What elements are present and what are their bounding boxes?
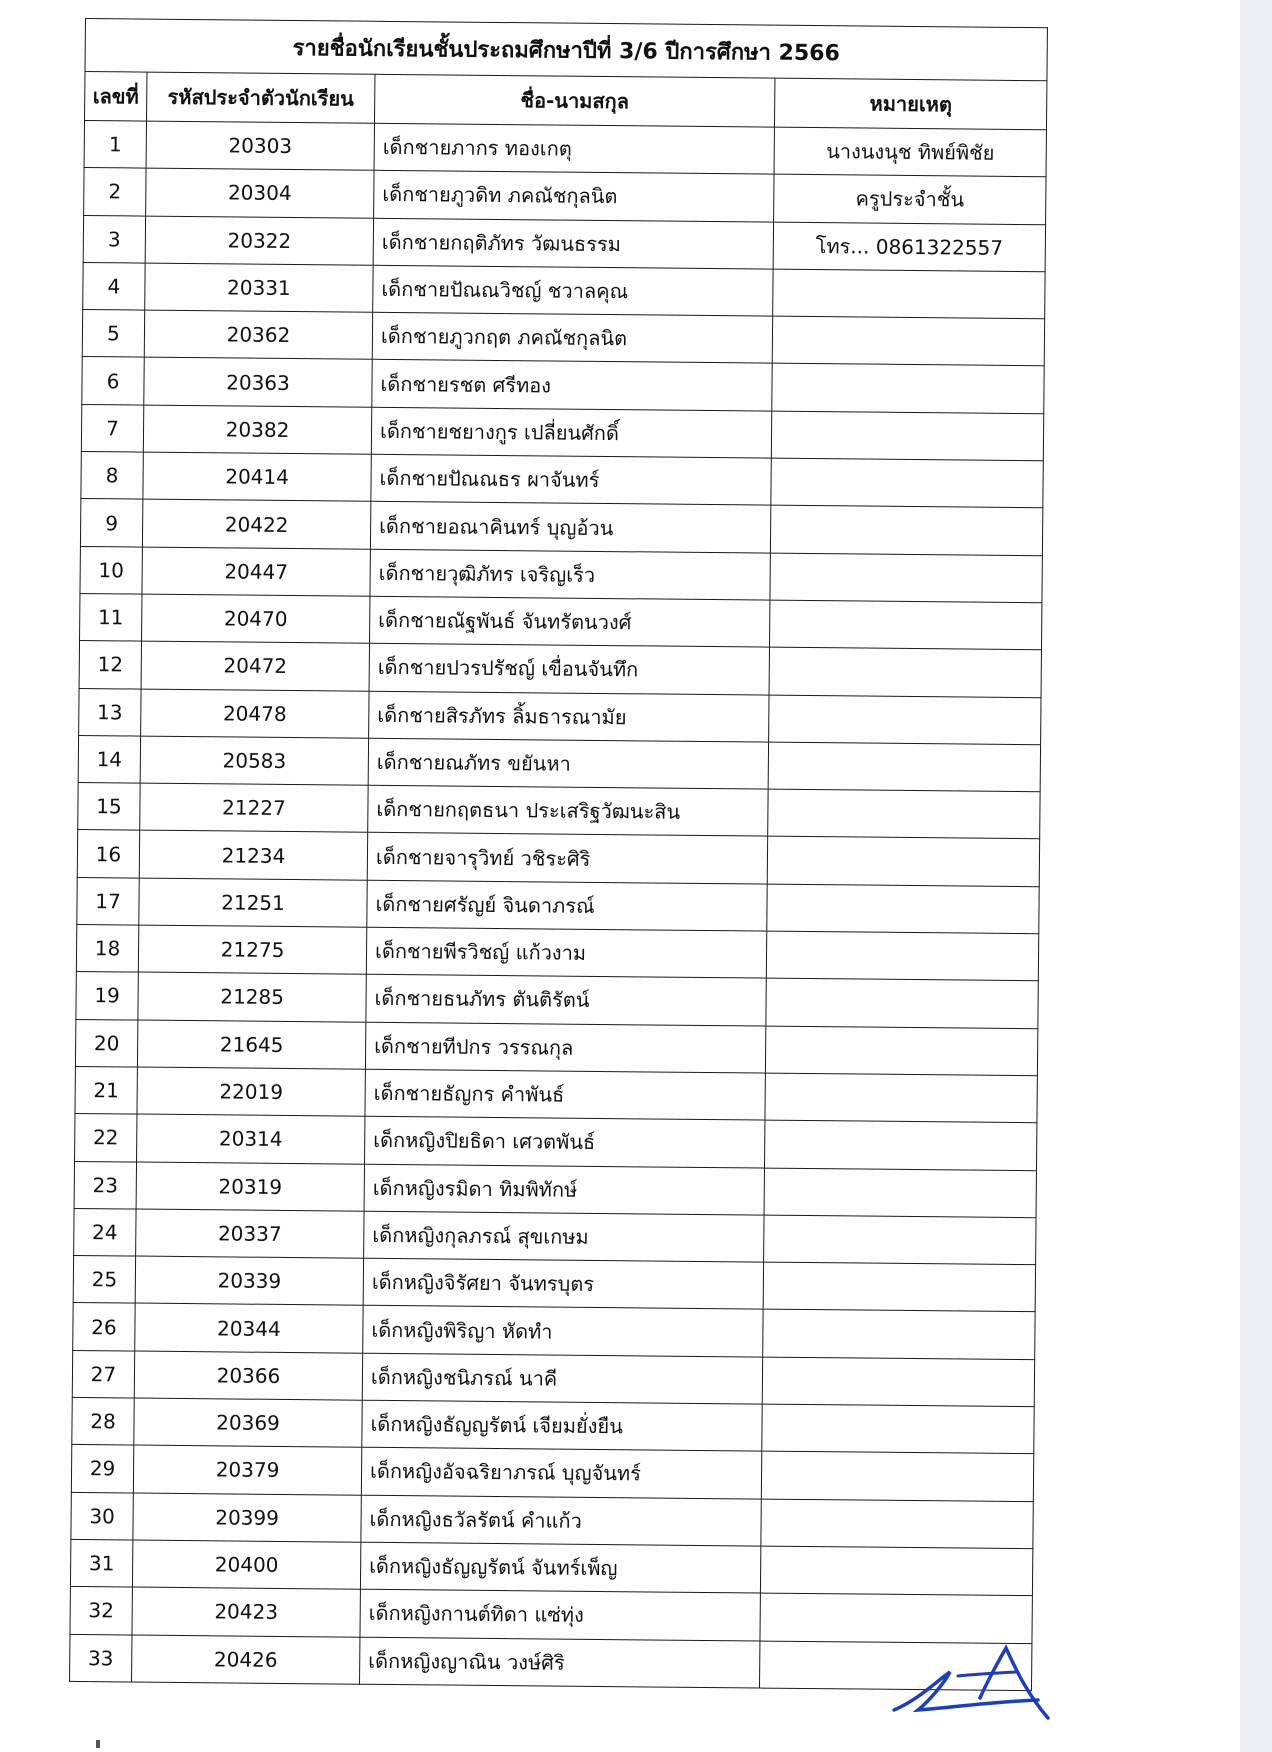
cell-name: เด็กชายปัณณธร ผาจันทร์: [371, 454, 771, 505]
cell-student-id: 20470: [142, 594, 370, 643]
cell-name: เด็กชายสิรภัทร ลิ้มธารณามัย: [369, 691, 769, 742]
cell-remarks: [764, 1215, 1036, 1265]
cell-no: 22: [75, 1114, 137, 1162]
cell-name: เด็กหญิงอัจฉริยาภรณ์ บุญจันทร์: [361, 1448, 761, 1499]
cell-no: 32: [70, 1587, 132, 1635]
cell-name: เด็กหญิงจิรัศยา จันทรบุตร: [363, 1258, 763, 1309]
cell-name: เด็กชายภูวดิท ภคณัชกุลนิต: [374, 171, 774, 222]
cell-student-id: 21251: [139, 878, 367, 927]
cell-student-id: 20422: [142, 499, 370, 548]
cell-no: 16: [77, 830, 139, 878]
cell-student-id: 20304: [146, 168, 374, 217]
cell-no: 27: [72, 1350, 134, 1398]
cell-name: เด็กชายอณาคินทร์ บุญอ้วน: [370, 502, 770, 553]
cell-name: เด็กหญิงธัญญรัตน์ เจียมยั่งยืน: [362, 1400, 762, 1451]
title-row: [85, 19, 1048, 81]
cell-remarks: [768, 742, 1040, 792]
header-student-id: รหัสประจำตัวนักเรียน: [147, 72, 375, 123]
cell-name: เด็กชายธัญกร คำพันธ์: [365, 1069, 765, 1120]
cell-student-id: 20414: [143, 452, 371, 501]
cell-no: 1: [84, 121, 146, 169]
cell-remarks: [764, 1120, 1036, 1170]
cell-no: 2: [84, 168, 146, 216]
cell-student-id: 20303: [146, 121, 374, 170]
cell-name: เด็กชายวุฒิภัทร เจริญเร็ว: [370, 549, 770, 600]
cell-remarks: [760, 1593, 1032, 1643]
cell-remarks: [770, 553, 1042, 603]
student-roster-table: [69, 18, 1048, 1691]
cell-remarks: ครูประจำชั้น: [774, 174, 1046, 224]
page-edge: [1240, 0, 1272, 1752]
cell-student-id: 20472: [141, 641, 369, 690]
cell-no: 5: [82, 310, 144, 358]
cell-no: 25: [73, 1256, 135, 1304]
cell-student-id: 20423: [132, 1587, 360, 1636]
cell-student-id: 21234: [139, 831, 367, 880]
cell-remarks: [763, 1262, 1035, 1312]
cell-no: 9: [80, 499, 142, 547]
cell-remarks: โทร... 0861322557: [773, 222, 1045, 272]
cell-no: 20: [75, 1019, 137, 1067]
cell-name: เด็กชายกฤติภัทร วัฒนธรรม: [373, 218, 773, 269]
cell-student-id: 20478: [141, 689, 369, 738]
cell-no: 26: [73, 1303, 135, 1351]
cell-no: 17: [77, 877, 139, 925]
cell-name: เด็กหญิงญาณิน วงษ์ศิริ: [360, 1637, 760, 1688]
cell-remarks: นางนงนุช ทิพย์พิชัย: [774, 127, 1046, 177]
cell-remarks: [768, 789, 1040, 839]
cell-name: เด็กชายธนภัทร ตันติรัตน์: [366, 975, 766, 1026]
cell-name: เด็กหญิงพิริญา หัดทำ: [363, 1306, 763, 1357]
cell-student-id: 21285: [138, 972, 366, 1021]
cell-name: เด็กหญิงธัญญรัตน์ จันทร์เพ็ญ: [360, 1542, 760, 1593]
cell-no: 28: [72, 1397, 134, 1445]
header-no: เลขที่: [85, 72, 147, 122]
header-name: ชื่อ-นามสกุล: [375, 74, 775, 127]
cell-remarks: [761, 1451, 1033, 1501]
cell-remarks: [765, 1026, 1037, 1076]
cell-no: 15: [78, 783, 140, 831]
cell-name: เด็กหญิงกุลภรณ์ สุขเกษม: [364, 1211, 764, 1262]
cell-no: 4: [83, 262, 145, 310]
cell-remarks: [763, 1309, 1035, 1359]
signature-image: [888, 1640, 1078, 1730]
cell-no: 10: [80, 546, 142, 594]
cell-remarks: [769, 600, 1041, 650]
cell-name: เด็กชายกฤตธนา ประเสริฐวัฒนะสิน: [368, 785, 768, 836]
cell-name: เด็กชายปัณณวิชญ์ ชวาลคุณ: [373, 265, 773, 316]
cell-no: 11: [80, 593, 142, 641]
cell-name: เด็กชายภากร ทองเกตุ: [374, 123, 774, 174]
cell-no: 23: [74, 1161, 136, 1209]
cell-remarks: [769, 695, 1041, 745]
cell-student-id: 22019: [137, 1067, 365, 1116]
cell-student-id: 20379: [133, 1445, 361, 1494]
cell-student-id: 20399: [133, 1493, 361, 1542]
cell-name: เด็กชายจารุวิทย์ วชิระศิริ: [367, 833, 767, 884]
cell-name: เด็กชายพีรวิชญ์ แก้วงาม: [366, 927, 766, 978]
cell-remarks: [771, 411, 1043, 461]
cell-student-id: 20426: [132, 1635, 360, 1684]
cell-student-id: 21275: [138, 925, 366, 974]
cell-remarks: [764, 1168, 1036, 1218]
cell-remarks: [772, 316, 1044, 366]
cell-student-id: 20400: [132, 1540, 360, 1589]
cell-no: 18: [76, 925, 138, 973]
cell-name: เด็กหญิงรมิดา ทิมพิทักษ์: [364, 1164, 764, 1215]
cell-name: เด็กชายทีปกร วรรณกุล: [365, 1022, 765, 1073]
cell-name: เด็กหญิงปิยธิดา เศวตพันธ์: [365, 1116, 765, 1167]
cell-no: 33: [70, 1634, 132, 1682]
page-title: รายชื่อนักเรียนชั้นประถมศึกษาปีที่ 3/6 ปีการศึกษา 2566: [85, 19, 1048, 81]
header-remarks: หมายเหตุ: [774, 78, 1047, 130]
cell-student-id: 20337: [136, 1209, 364, 1258]
cell-remarks: [767, 884, 1039, 934]
cell-name: เด็กชายศรัญย์ จินดาภรณ์: [367, 880, 767, 931]
cell-student-id: 20369: [134, 1398, 362, 1447]
cell-remarks: [761, 1499, 1033, 1549]
cell-no: 30: [71, 1492, 133, 1540]
cell-student-id: 20344: [135, 1303, 363, 1352]
cell-no: 21: [75, 1066, 137, 1114]
cell-remarks: [770, 505, 1042, 555]
cell-name: เด็กชายชยางกูร เปลี่ยนศักดิ์: [371, 407, 771, 458]
cell-no: 14: [78, 735, 140, 783]
cell-remarks: [760, 1546, 1032, 1596]
cell-student-id: 20382: [143, 405, 371, 454]
cell-student-id: 21645: [137, 1020, 365, 1069]
cell-student-id: 20366: [134, 1351, 362, 1400]
cell-remarks: [762, 1357, 1034, 1407]
cell-remarks: [765, 1073, 1037, 1123]
cell-no: 7: [81, 404, 143, 452]
cell-student-id: 20362: [144, 310, 372, 359]
cell-student-id: 20314: [137, 1114, 365, 1163]
cell-student-id: 20322: [145, 216, 373, 265]
cell-no: 13: [79, 688, 141, 736]
cell-no: 19: [76, 972, 138, 1020]
cell-student-id: 21227: [140, 783, 368, 832]
cell-name: เด็กชายปวรปรัชญ์ เขื่อนจันทึก: [369, 644, 769, 695]
cell-name: เด็กหญิงธวัลรัตน์ คำแก้ว: [361, 1495, 761, 1546]
cell-student-id: 20363: [144, 358, 372, 407]
cell-remarks: [772, 364, 1044, 414]
cell-student-id: 20339: [135, 1256, 363, 1305]
cell-remarks: [773, 269, 1045, 319]
cell-no: 24: [74, 1208, 136, 1256]
cell-no: 3: [83, 215, 145, 263]
cell-student-id: 20319: [136, 1162, 364, 1211]
cell-name: เด็กชายภูวกฤต ภคณัชกุลนิต: [372, 312, 772, 363]
scan-mark: [96, 1740, 100, 1748]
cell-name: เด็กหญิงชนิภรณ์ นาคี: [362, 1353, 762, 1404]
cell-remarks: [767, 837, 1039, 887]
cell-no: 6: [82, 357, 144, 405]
cell-student-id: 20331: [145, 263, 373, 312]
cell-student-id: 20583: [140, 736, 368, 785]
cell-remarks: [766, 931, 1038, 981]
cell-remarks: [762, 1404, 1034, 1454]
cell-name: เด็กชายณภัทร ขยันหา: [368, 738, 768, 789]
cell-remarks: [771, 458, 1043, 508]
cell-no: 8: [81, 452, 143, 500]
cell-no: 29: [71, 1445, 133, 1493]
cell-no: 31: [70, 1539, 132, 1587]
cell-name: เด็กชายณัฐพันธ์ จันทรัตนวงศ์: [370, 596, 770, 647]
cell-remarks: [769, 647, 1041, 697]
cell-no: 12: [79, 641, 141, 689]
cell-name: เด็กหญิงกานต์ทิดา แซ่ทุ่ง: [360, 1589, 760, 1640]
cell-remarks: [766, 978, 1038, 1028]
cell-name: เด็กชายรชต ศรีทอง: [372, 360, 772, 411]
cell-student-id: 20447: [142, 547, 370, 596]
